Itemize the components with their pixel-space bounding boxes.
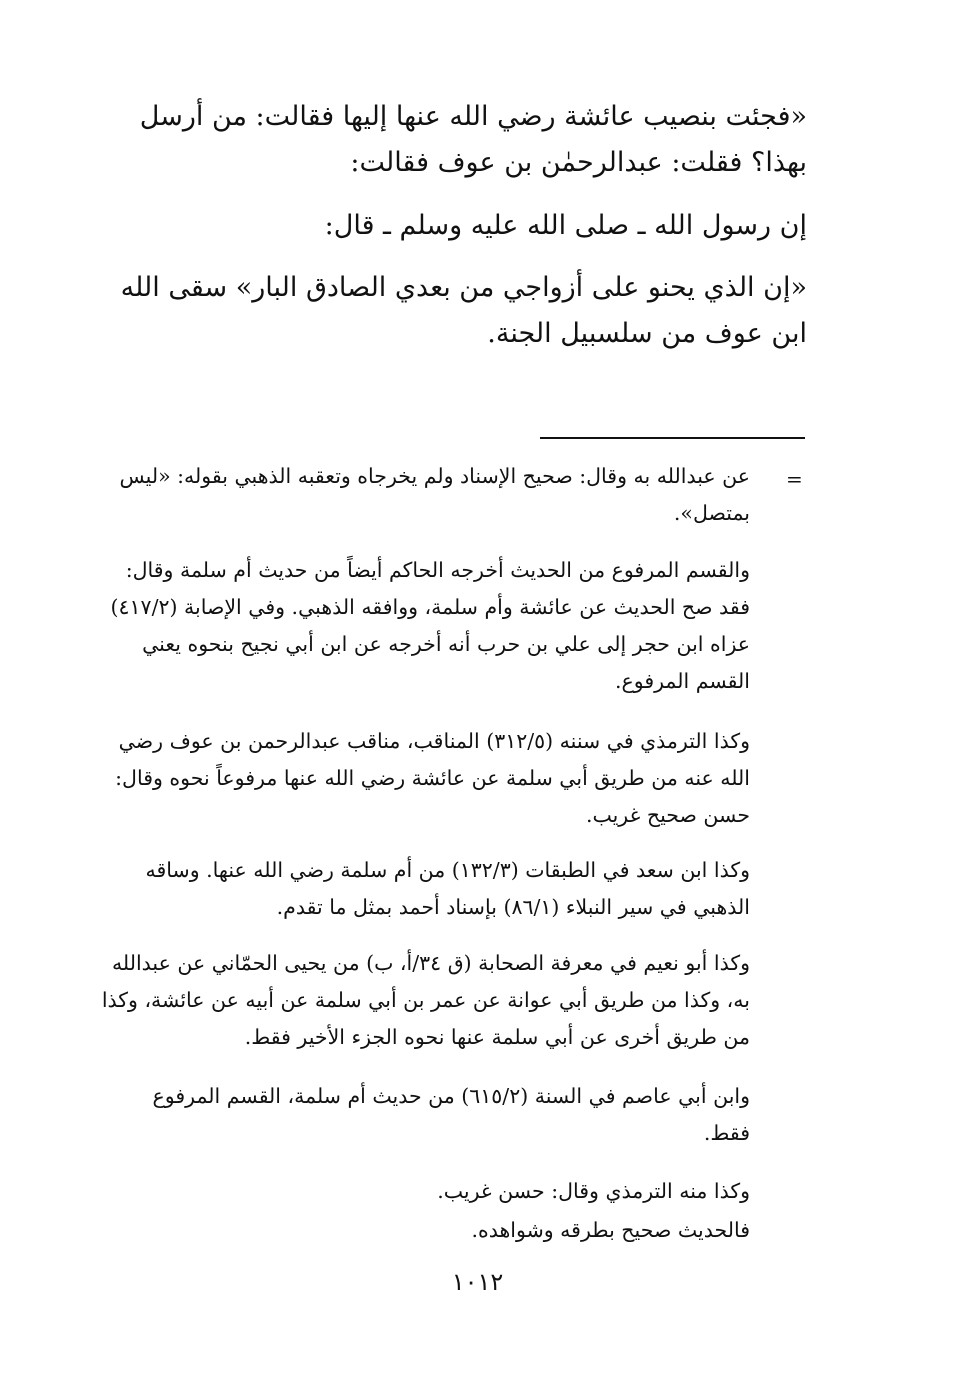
footnote-continuation-marker: = (786, 467, 803, 491)
footnote-paragraph: والقسم المرفوع من الحديث أخرجه الحاكم أيضاً من حديث أم سلمة وقال: فقد صح الحديث عن عائشة وأم سلمة، ووافقه الذهبي. وفي الإصابة (٤١٧/٢) عزاه ابن حجر إلى علي بن حرب أنه أخرجه عن ابن أبي نجيح بنحوه يعني القسم المرفوع. (110, 558, 750, 693)
footnote-separator (540, 437, 805, 439)
page-number: ١٠١٢ (451, 1268, 504, 1296)
footnote-paragraph: وكذا الترمذي في سننه (٣١٢/٥) المناقب، مناقب عبدالرحمن بن عوف رضي الله عنه من طريق أبي سلمة عن عائشة رضي الله عنها مرفوعاً نحوه وقال: حسن صحيح غريب. (115, 729, 750, 827)
footnote-paragraph: وكذا ابن سعد في الطبقات (١٣٢/٣) من أم سلمة رضي الله عنها. وساقه الذهبي في سير النبلاء (٨٦/١) بإسناد أحمد بمثل ما تقدم. (145, 858, 750, 919)
main-paragraph-2: إن رسول الله ـ صلى الله عليه وسلم ـ قال: (324, 210, 807, 241)
main-paragraph-3: «إن الذي يحنو على أزواجي من بعدي الصادق البار» سقى الله ابن عوف من سلسبيل الجنة. (120, 272, 807, 349)
footnote-paragraph: عن عبدالله به وقال: صحيح الإسناد ولم يخرجاه وتعقبه الذهبي بقوله: «ليس بمتصل». (119, 464, 750, 525)
footnote-paragraph: وكذا منه الترمذي وقال: حسن غريب. (437, 1179, 750, 1203)
footnote-paragraph: فالحديث صحيح بطرقه وشواهده. (471, 1218, 750, 1242)
footnote-paragraph: وكذا أبو نعيم في معرفة الصحابة (ق ٣٤/أ، ب) من يحيى الحمّاني عن عبدالله به، وكذا من طريق أبي عوانة عن عمر بن أبي سلمة عن أبيه عن عائشة، وكذا من طريق أخرى عن أبي سلمة عنها نحوه الجزء الأخير فقط. (101, 951, 750, 1049)
main-paragraph-1: «فجئت بنصيب عائشة رضي الله عنها إليها فقالت: من أرسل بهذا؟ فقلت: عبدالرحمٰن بن عوف فقالت: (139, 101, 807, 178)
footnote-paragraph: وابن أبي عاصم في السنة (٦١٥/٢) من حديث أم سلمة، القسم المرفوع فقط. (152, 1084, 750, 1145)
